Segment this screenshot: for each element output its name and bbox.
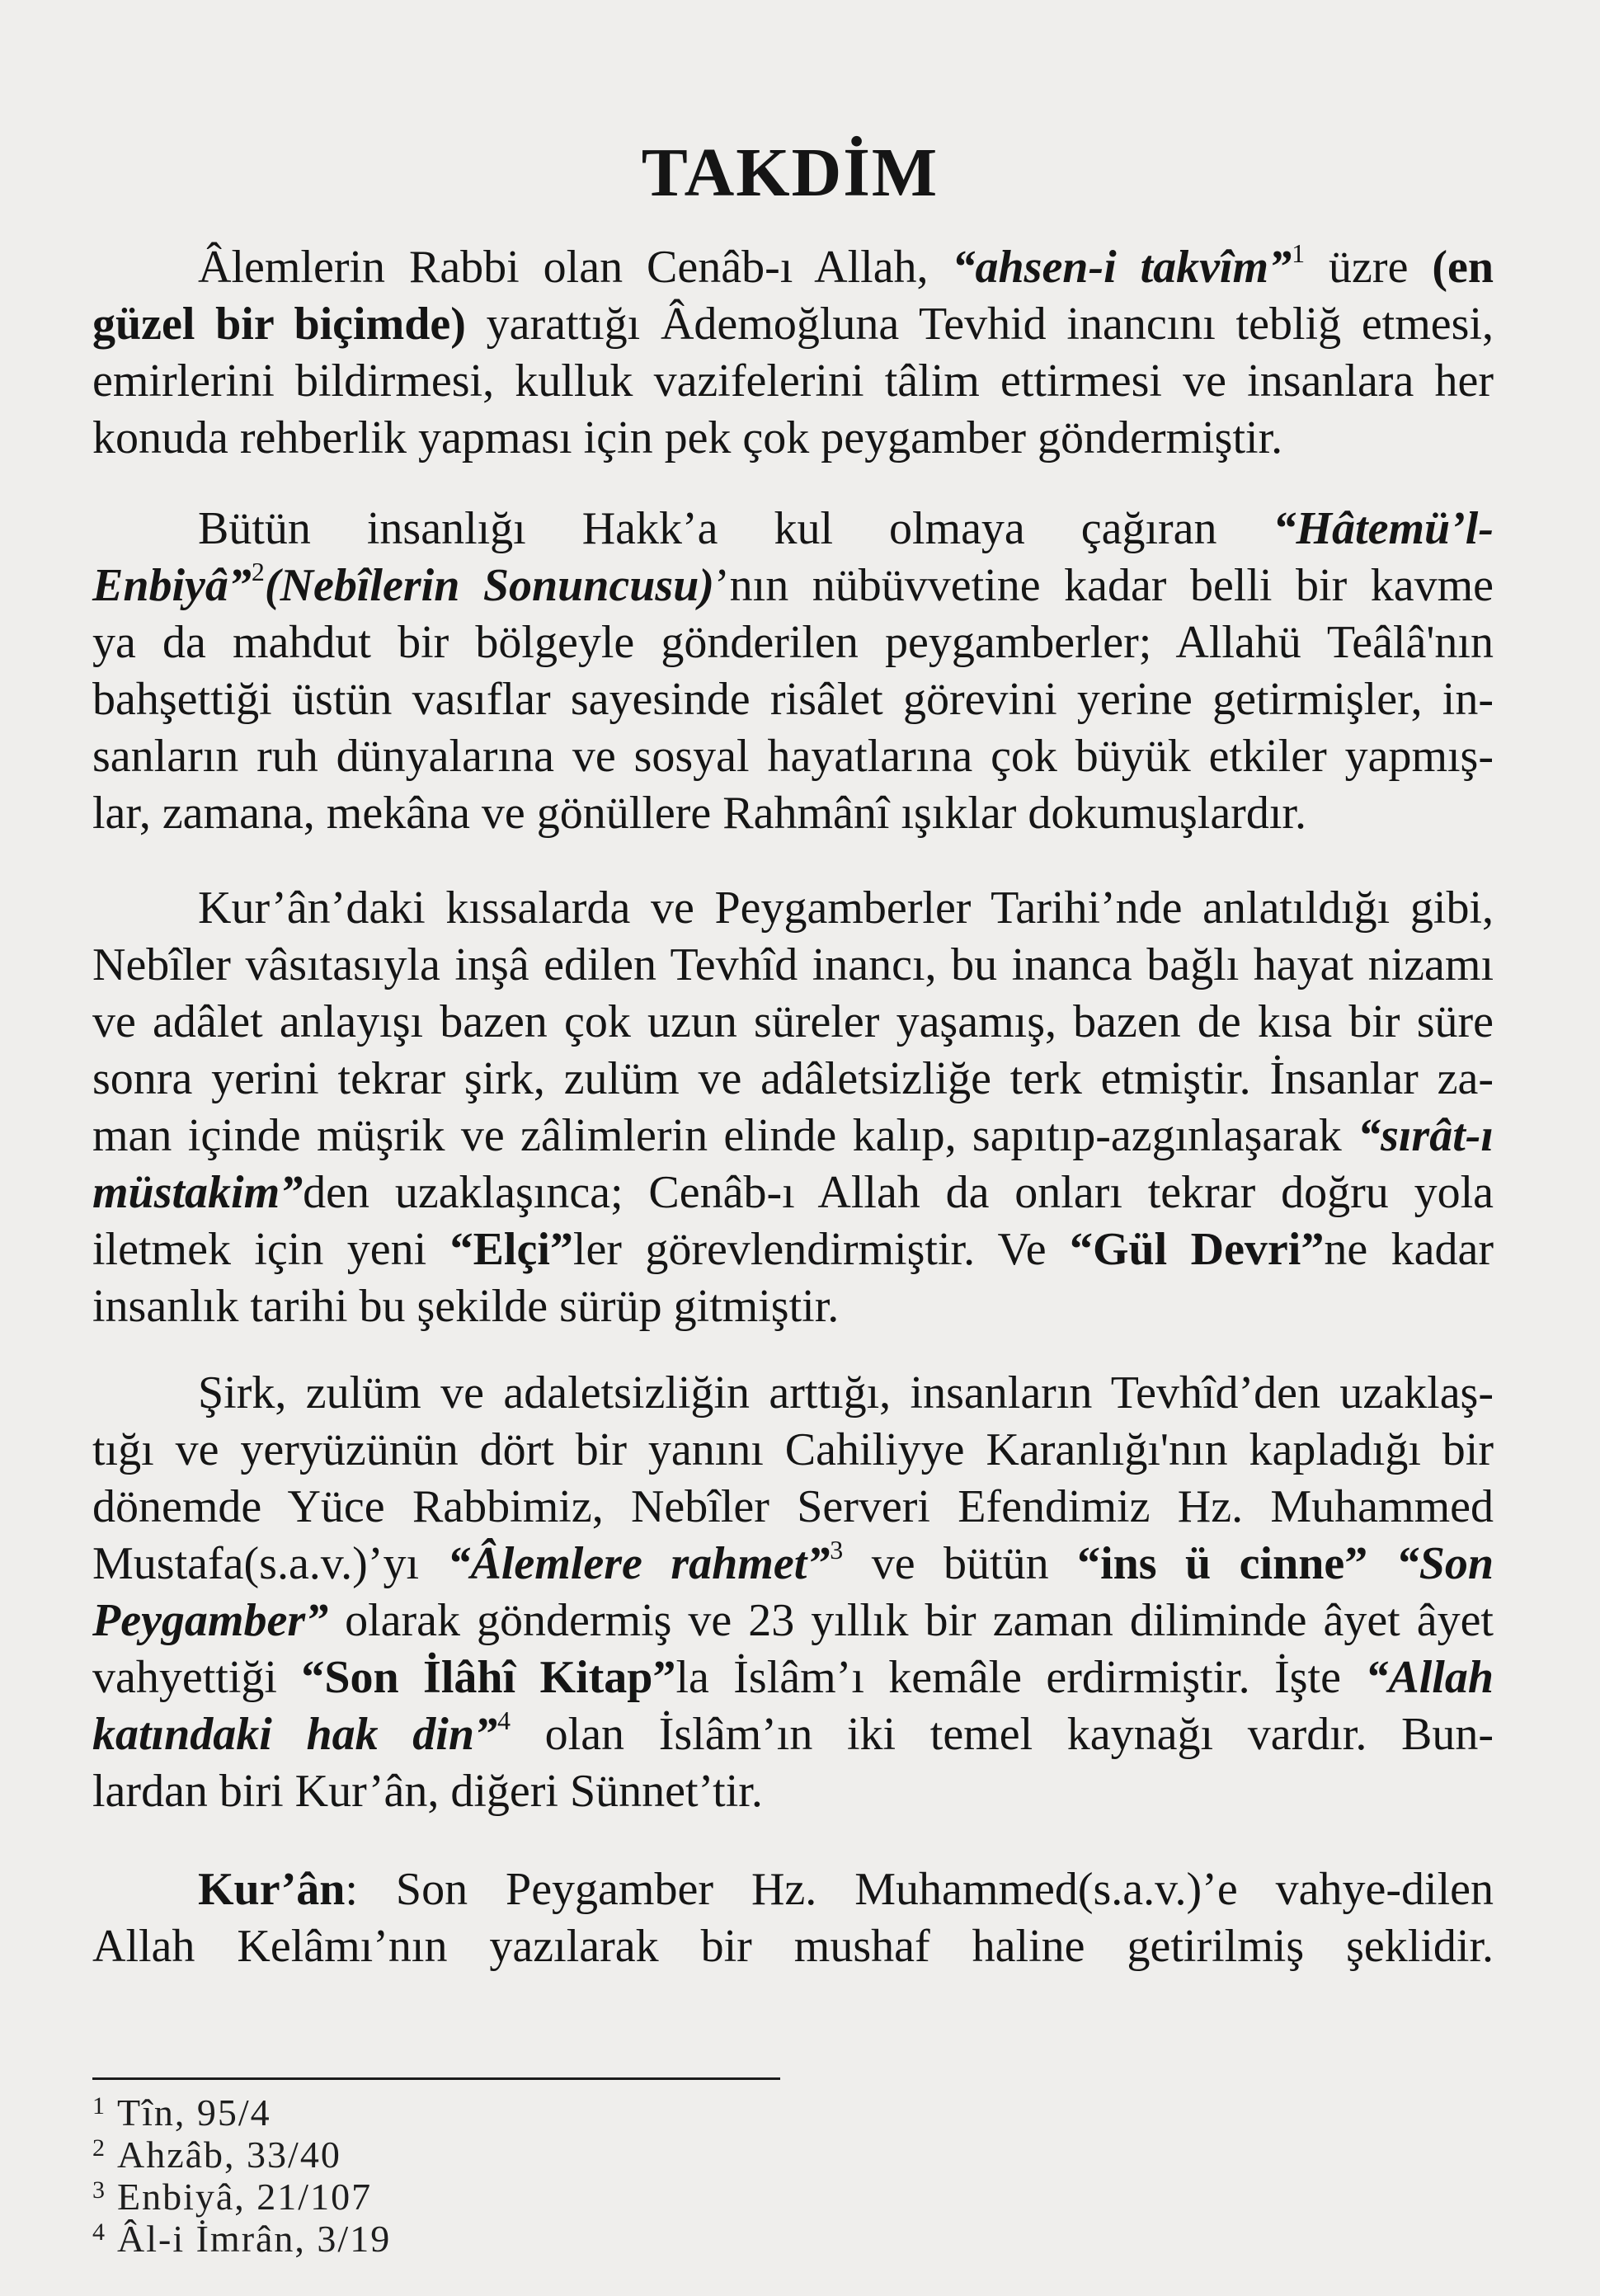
text-line — [92, 1278, 1494, 1335]
text-run: Allah Kelâmı’nın yazılarak bir mushaf haline getirilmiş şeklidir. — [92, 1921, 1494, 1972]
footnote-ref: 4 — [496, 1706, 511, 1735]
footnote-ref: 1 — [1292, 238, 1306, 268]
bold-italic-term: Enbiyâ” — [92, 560, 252, 611]
text-run: bahşettiği üstün vasıflar sayesinde risâlet görevini yerine getirmişler, in- — [92, 674, 1494, 725]
text-run: Bütün insanlığı Hakk’a kul olmaya çağıran — [198, 503, 1273, 554]
paragraph — [92, 501, 1494, 842]
text-run: dönemde Yüce Rabbimiz, Nebîler Serveri Efendimiz Hz. Muhammed — [92, 1481, 1494, 1532]
text-run: sonra yerini tekrar şirk, zulüm ve adâletsizliğe terk etmiştir. İnsanlar za- — [92, 1053, 1494, 1104]
text-run: Âlemlerin Rabbi olan Cenâb-ı Allah, — [198, 242, 953, 293]
text-line — [92, 1479, 1494, 1536]
bold-term: Kur’ân — [198, 1864, 346, 1915]
bold-term: güzel bir biçimde) — [92, 299, 466, 350]
text-run: yarattığı Âdemoğluna Tevhid inancını tebliğ etmesi, — [465, 299, 1494, 350]
text-line — [92, 1593, 1494, 1649]
text-run: Nebîler vâsıtasıyla inşâ edilen Tevhîd inancı, bu inanca bağlı hayat nizamı — [92, 939, 1494, 990]
bold-italic-term: “Âlemlere rahmet” — [447, 1538, 831, 1589]
text-line — [92, 1918, 1494, 1975]
text-line — [92, 501, 1494, 558]
text-line — [92, 1164, 1494, 1221]
text-run: lardan biri Kur’ân, diğeri Sünnet’tir. — [92, 1766, 763, 1817]
text-run: ya da mahdut bir bölgeyle gönderilen peygamberler; Allahü Teâlâ'nın — [92, 617, 1494, 668]
text-line — [92, 1861, 1494, 1918]
text-run: : Son Peygamber Hz. Muhammed(s.a.v.)’e vahye-dilen — [345, 1864, 1494, 1915]
text-run: ’nın nübüvvetine kadar belli bir kavme — [714, 560, 1494, 611]
text-run: insanlık tarihi bu şekilde sürüp gitmiştir. — [92, 1281, 840, 1332]
text-line — [92, 239, 1494, 296]
text-run: den uzaklaşınca; Cenâb-ı Allah da onları tekrar doğru yola — [303, 1167, 1494, 1218]
text-line — [92, 1763, 1494, 1820]
text-run: olan İslâm’ın iki temel kaynağı vardır. Bun- — [510, 1709, 1494, 1760]
text-run: tığı ve yeryüzünün dört bir yanını Cahiliyye Karanlığı'nın kapladığı bir — [92, 1424, 1494, 1475]
bold-italic-term: “Son — [1367, 1538, 1494, 1589]
text-run: la İslâm’ı kemâle erdirmiştir. İşte — [675, 1652, 1366, 1703]
footnote: 3 Enbiyâ, 21/107 — [92, 2176, 373, 2218]
bold-italic-term: (Nebîlerin Sonuncusu) — [264, 560, 715, 611]
text-line — [92, 296, 1494, 353]
footnote-ref: 2 — [251, 557, 265, 586]
text-run: Kur’ân’daki kıssalarda ve Peygamberler Tarihi’nde anlatıldığı gibi, — [198, 882, 1494, 934]
text-line — [92, 937, 1494, 994]
text-line — [92, 558, 1494, 614]
text-line — [92, 1365, 1494, 1422]
text-line — [92, 1422, 1494, 1479]
text-line — [92, 1706, 1494, 1763]
text-line — [92, 1051, 1494, 1108]
text-line — [92, 614, 1494, 671]
text-line — [92, 410, 1494, 467]
bold-italic-term: “Hâtemü’l- — [1273, 503, 1494, 554]
bold-term: “Son İlâhî Kitap” — [301, 1652, 676, 1703]
bold-italic-term: “ahsen-i takvîm” — [952, 242, 1292, 293]
page-title: TAKDİM — [641, 134, 939, 211]
text-run: iletmek için yeni — [92, 1224, 450, 1275]
text-line — [92, 728, 1494, 785]
bold-term: “Gül Devri” — [1069, 1224, 1325, 1275]
text-run: man içinde müşrik ve zâlimlerin elinde kalıp, sapıtıp-azgınlaşarak — [92, 1110, 1358, 1161]
bold-italic-term: “Allah — [1365, 1652, 1494, 1703]
text-run: Şirk, zulüm ve adaletsizliğin arttığı, insanların Tevhîd’den uzaklaş- — [198, 1367, 1494, 1419]
footnote-text: Enbiyâ, 21/107 — [117, 2176, 373, 2218]
text-run: üzre — [1305, 242, 1433, 293]
footnote-ref: 3 — [830, 1535, 844, 1564]
text-run: Mustafa(s.a.v.)’yı — [92, 1538, 448, 1589]
text-line — [92, 1536, 1494, 1593]
text-line — [92, 1649, 1494, 1706]
footnote: 4 Âl-i İmrân, 3/19 — [92, 2218, 392, 2260]
text-run: ve bütün — [843, 1538, 1078, 1589]
bold-term: (en — [1432, 242, 1494, 293]
footnote-separator — [92, 2077, 780, 2080]
paragraph — [92, 1861, 1494, 1975]
text-run: olarak göndermiş ve 23 yıllık bir zaman diliminde âyet âyet — [328, 1595, 1494, 1646]
text-run: ne kadar — [1324, 1224, 1494, 1275]
bold-italic-term: katındaki hak din” — [92, 1709, 497, 1760]
text-line — [92, 353, 1494, 410]
footnote: 1 Tîn, 95/4 — [92, 2091, 271, 2134]
text-line — [92, 1221, 1494, 1278]
text-run: ve adâlet anlayışı bazen çok uzun süreler yaşamış, bazen de kısa bir süre — [92, 996, 1494, 1047]
footnote: 2 Ahzâb, 33/40 — [92, 2134, 341, 2176]
paragraph — [92, 1365, 1494, 1820]
bold-term: “Elçi” — [449, 1224, 573, 1275]
footnotes — [92, 2091, 835, 2260]
text-line — [92, 1108, 1494, 1164]
text-run: emirlerini bildirmesi, kulluk vazifelerini tâlim ettirmesi ve insanlara her — [92, 355, 1494, 407]
bold-term: “ins ü cinne” — [1077, 1538, 1368, 1589]
text-run: vahyettiği — [92, 1652, 302, 1703]
text-run: ler görevlendirmiştir. Ve — [572, 1224, 1070, 1275]
text-line — [92, 785, 1494, 842]
footnote-text: Âl-i İmrân, 3/19 — [117, 2218, 392, 2260]
paragraph — [92, 239, 1494, 467]
text-line — [92, 671, 1494, 728]
footnote-text: Ahzâb, 33/40 — [117, 2134, 341, 2176]
text-run: lar, zamana, mekâna ve gönüllere Rahmânî ışıklar dokumuşlardır. — [92, 788, 1306, 839]
bold-italic-term: “sırât-ı — [1358, 1110, 1494, 1161]
text-line — [92, 880, 1494, 937]
footnote-text: Tîn, 95/4 — [117, 2091, 271, 2134]
text-run: konuda rehberlik yapması için pek çok peygamber göndermiştir. — [92, 412, 1283, 463]
paragraph — [92, 880, 1494, 1335]
text-run: sanların ruh dünyalarına ve sosyal hayatlarına çok büyük etkiler yapmış- — [92, 731, 1494, 782]
text-line — [92, 994, 1494, 1051]
bold-italic-term: Peygamber” — [92, 1595, 329, 1646]
bold-italic-term: müstakim” — [92, 1167, 304, 1218]
